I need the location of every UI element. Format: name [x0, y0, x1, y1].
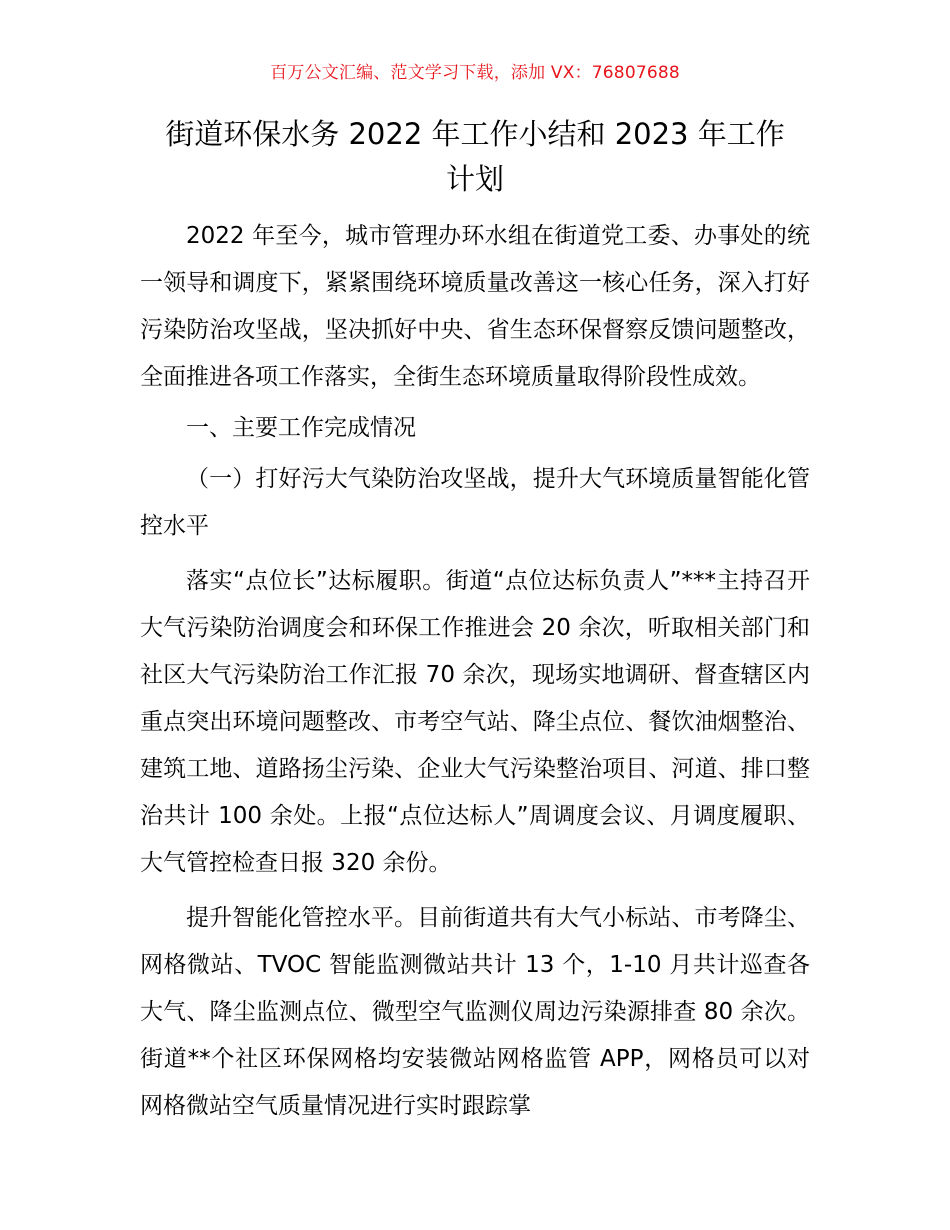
intro-paragraph: 2022 年至今，城市管理办环水组在街道党工委、办事处的统一领导和调度下，紧紧围绕环境质量改善这一核心任务，深入打好污染防治攻坚战，坚决抓好中央、省生态环保督察反馈问题整改，全面推进各项工作落实，全街生态环境质量取得阶段性成效。 [140, 223, 810, 390]
document-title-line-1: 街道环保水务 2022 年工作小结和 2023 年工作 [165, 117, 785, 151]
paragraph-point-leader: 落实“点位长”达标履职。街道“点位达标负责人”***主持召开大气污染防治调度会和环保工作推进会 20 余次，听取相关部门和社区大气污染防治工作汇报 70 余次，现场实地调研、督查辖区内重点突出环境问题整改、市考空气站、降尘点位、餐饮油烟整治、建筑工地、道路扬尘污染、企业大气污染整治项目、河道、排口整治共计 100 余处。上报“点位达标人”周调度会议、月调度履职、大气管控检查日报 320 余份。 [140, 568, 810, 876]
section-heading-main-work: 一、主要工作完成情况 [186, 415, 416, 441]
paragraph-smart-control: 提升智能化管控水平。目前街道共有大气小标站、市考降尘、网格微站、TVOC 智能监测微站共计 13 个，1-10 月共计巡查各大气、降尘监测点位、微型空气监测仪周边污染源排查 80 余次。街道**个社区环保网格均安装微站网格监管 APP，网格员可以对网格微站空气质量情况进行实时跟踪掌 [140, 905, 810, 1119]
header-watermark-note: 百万公文汇编、范文学习下载，添加 VX：76807688 [270, 63, 680, 83]
subsection-heading-air-pollution: （一）打好污大气染防治攻坚战，提升大气环境质量智能化管控水平 [140, 466, 810, 539]
document-title [140, 112, 810, 202]
document-title-line-2: 计划 [445, 162, 504, 196]
document-body [140, 213, 810, 1132]
